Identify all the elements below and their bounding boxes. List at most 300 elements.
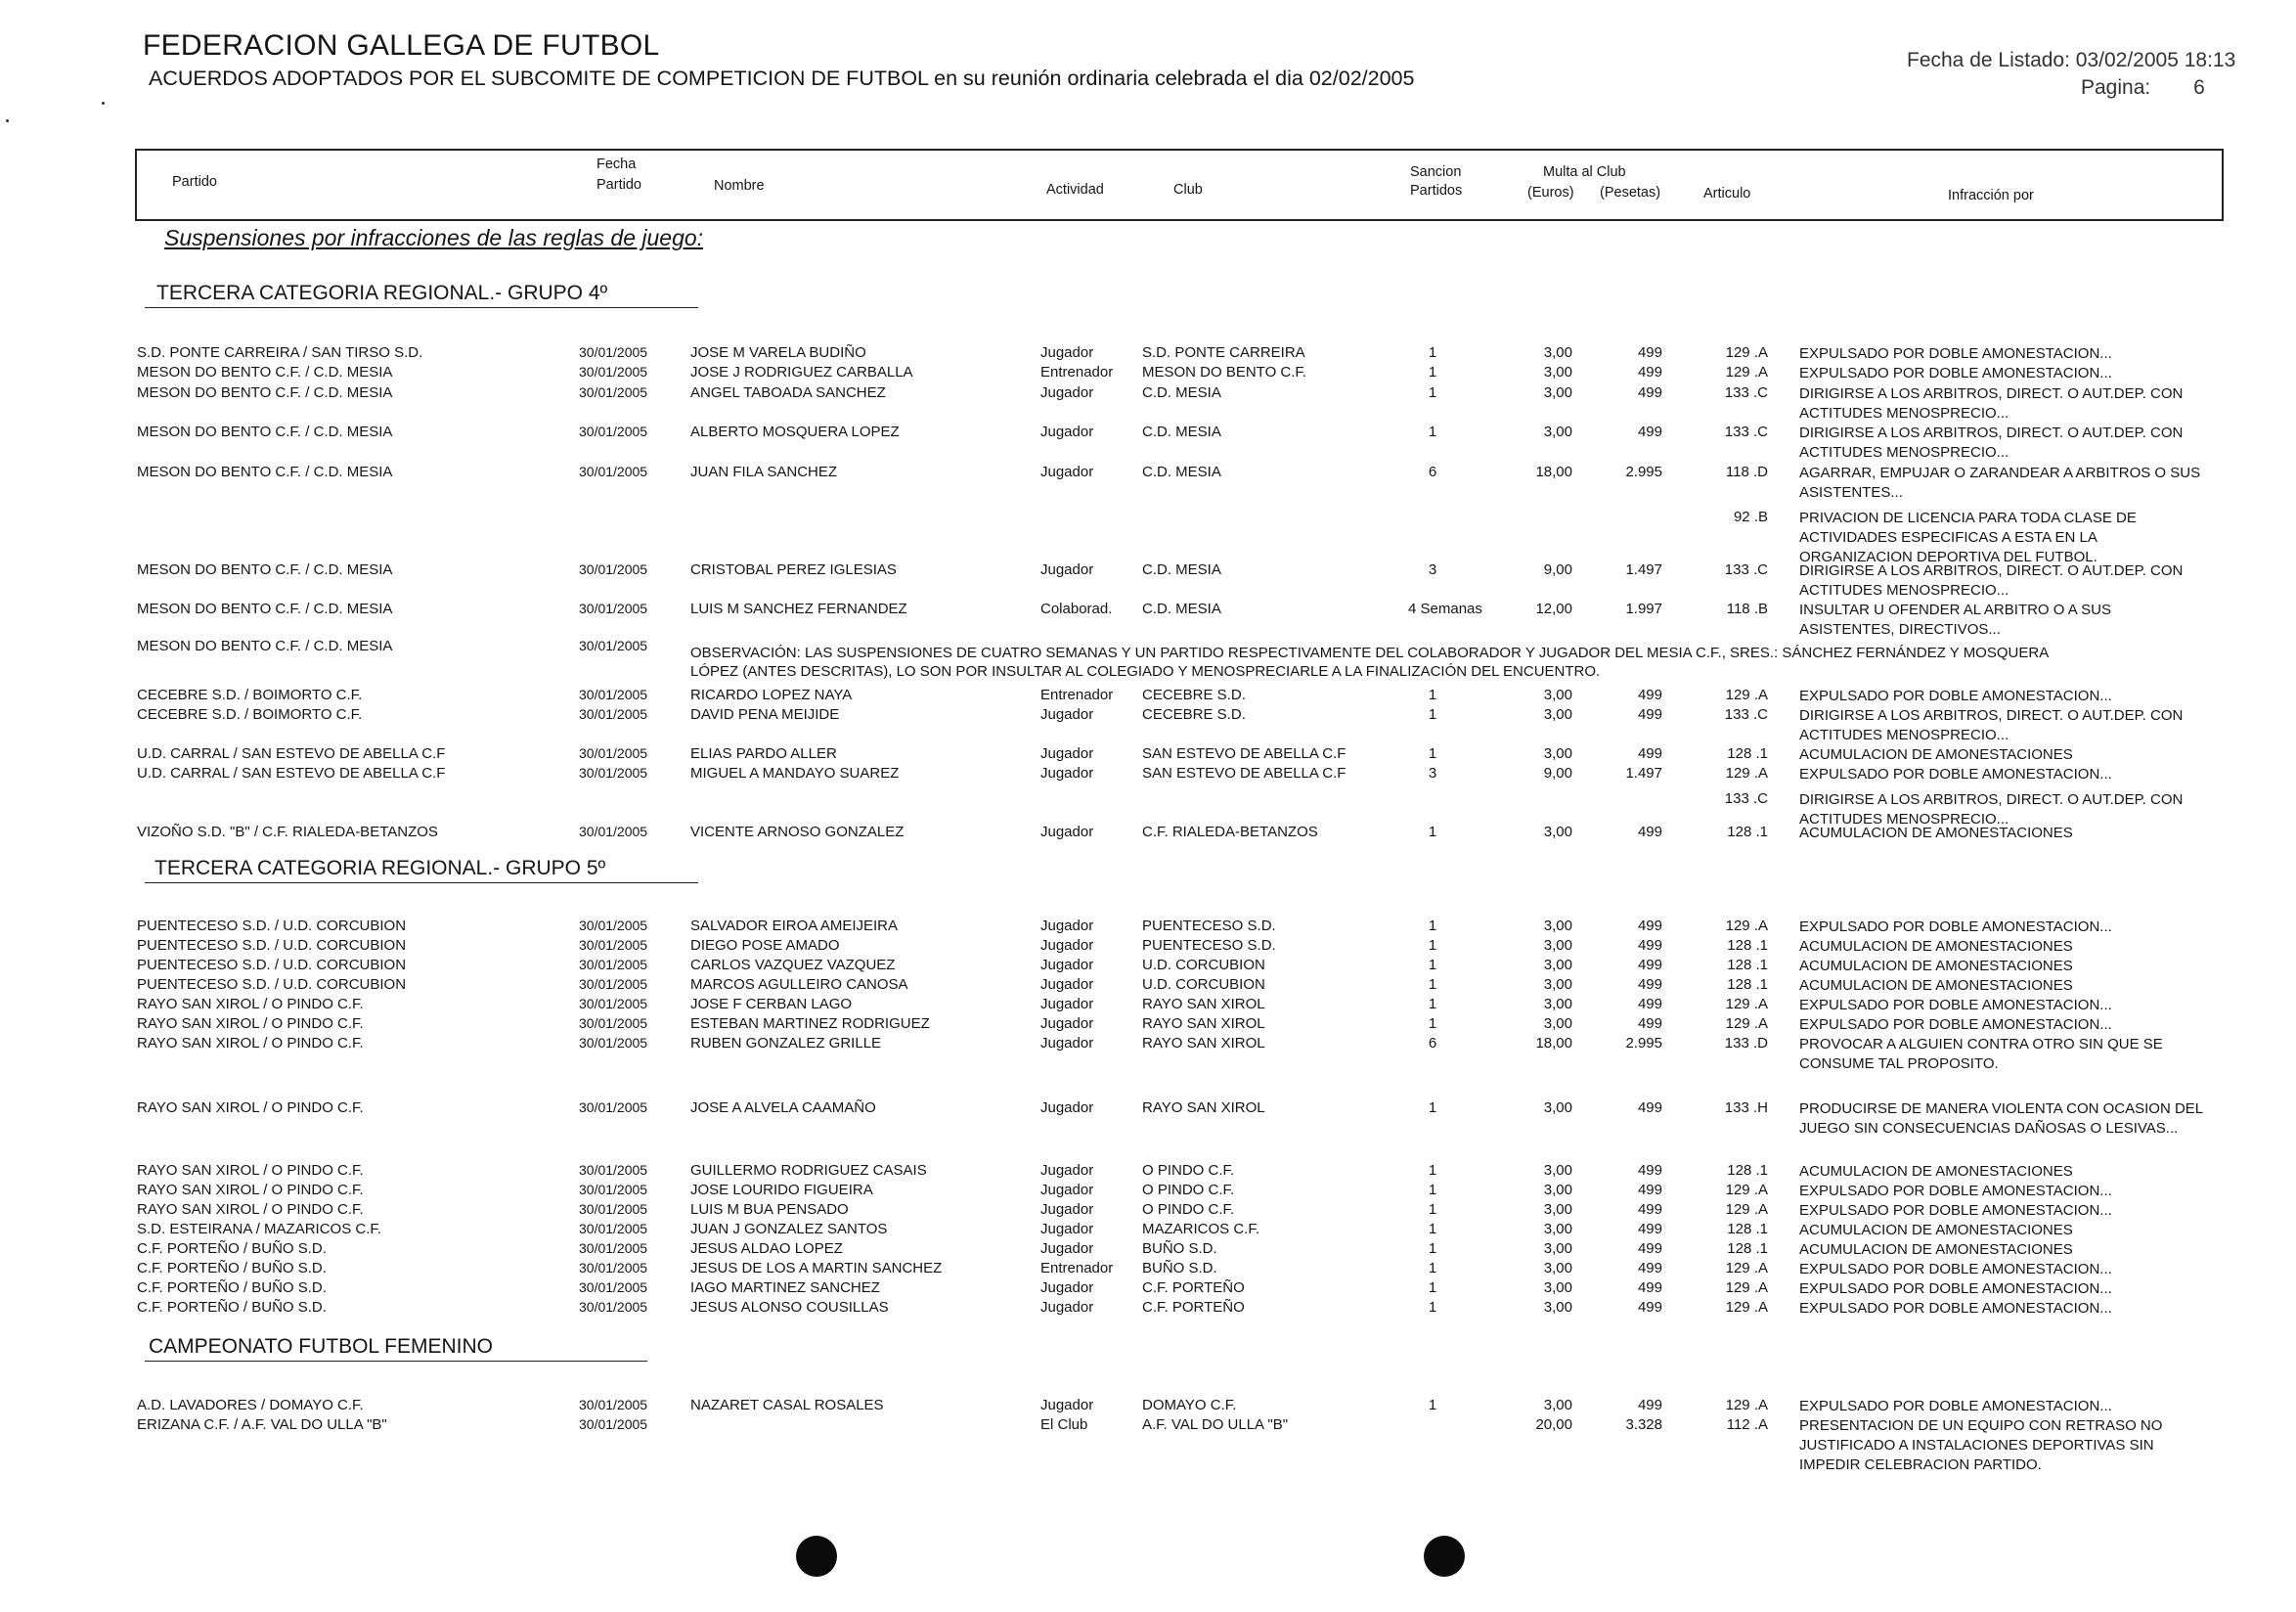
cell-fecha: 30/01/2005	[579, 824, 648, 839]
cell-partido: C.F. PORTEÑO / BUÑO S.D.	[137, 1240, 327, 1257]
cell-euros: 3,00	[1543, 976, 1572, 993]
cell-nombre: CRISTOBAL PEREZ IGLESIAS	[690, 561, 897, 578]
table-row	[0, 424, 2296, 461]
col-partido: Partido	[172, 174, 217, 190]
cell-euros: 18,00	[1535, 1035, 1572, 1052]
page-value: 6	[2193, 76, 2205, 99]
cell-euros: 3,00	[1543, 996, 1572, 1012]
cell-euros: 9,00	[1543, 561, 1572, 578]
cell-actividad: Jugador	[1040, 1162, 1094, 1179]
cell-club: C.D. MESIA	[1142, 561, 1221, 578]
cell-club: C.D. MESIA	[1142, 601, 1221, 617]
punch-hole	[796, 1536, 837, 1577]
cell-nombre: JUAN J GONZALEZ SANTOS	[690, 1221, 888, 1237]
table-row	[0, 1182, 2296, 1201]
cell-sancion: 1	[1428, 706, 1437, 723]
table-row	[0, 1299, 2296, 1319]
col-articulo: Articulo	[1703, 186, 1751, 202]
cell-sancion: 6	[1428, 464, 1437, 480]
cell-actividad: Jugador	[1040, 976, 1094, 993]
cell-fecha: 30/01/2005	[579, 1221, 648, 1236]
cell-sancion: 1	[1428, 364, 1437, 381]
cell-nombre: IAGO MARTINEZ SANCHEZ	[690, 1279, 880, 1296]
cell-partido: S.D. PONTE CARREIRA / SAN TIRSO S.D.	[137, 344, 423, 361]
col-euros: (Euros)	[1527, 185, 1574, 201]
cell-sancion: 1	[1428, 976, 1437, 993]
cell-partido: PUENTECESO S.D. / U.D. CORCUBION	[137, 918, 407, 934]
cell-euros: 3,00	[1543, 1397, 1572, 1413]
cell-euros: 12,00	[1535, 601, 1572, 617]
cell-fecha: 30/01/2005	[579, 996, 648, 1011]
cell-pesetas: 499	[1637, 937, 1662, 954]
cell-sancion: 1	[1428, 1299, 1437, 1316]
cell-actividad: Jugador	[1040, 996, 1094, 1012]
cell-partido: C.F. PORTEÑO / BUÑO S.D.	[137, 1299, 327, 1316]
cell-sancion: 1	[1428, 424, 1437, 440]
table-row	[0, 561, 2296, 599]
table-row	[0, 1279, 2296, 1299]
col-infraccion: Infracción por	[1948, 188, 2034, 203]
cell-infraccion: EXPULSADO POR DOBLE AMONESTACION...	[1799, 1280, 2112, 1297]
cell-articulo: 133 .C	[1724, 384, 1768, 401]
cell-actividad: Jugador	[1040, 745, 1094, 762]
cell-sancion: 1	[1428, 1099, 1437, 1116]
table-row	[0, 706, 2296, 743]
cell-club: O PINDO C.F.	[1142, 1162, 1235, 1179]
cell-infraccion: DIRIGIRSE A LOS ARBITROS, DIRECT. O AUT.DEP. CON ACTITUDES MENOSPRECIO...	[1799, 425, 2184, 461]
cell-sancion: 1	[1428, 1397, 1437, 1413]
cell-club: CECEBRE S.D.	[1142, 706, 1246, 723]
cell-nombre: DIEGO POSE AMADO	[690, 937, 840, 954]
cell-infraccion: EXPULSADO POR DOBLE AMONESTACION...	[1799, 1261, 2112, 1277]
cell-euros: 9,00	[1543, 765, 1572, 782]
cell-euros: 3,00	[1543, 1099, 1572, 1116]
cell-infraccion: EXPULSADO POR DOBLE AMONESTACION...	[1799, 1202, 2112, 1219]
cell-fecha: 30/01/2005	[579, 424, 648, 439]
cell-actividad: Entrenador	[1040, 1260, 1114, 1276]
cell-articulo: 118 .B	[1726, 601, 1768, 617]
cell-club: MESON DO BENTO C.F.	[1142, 364, 1307, 381]
cell-fecha: 30/01/2005	[579, 364, 648, 380]
cell-infraccion: ACUMULACION DE AMONESTACIONES	[1799, 825, 2073, 841]
cell-partido: PUENTECESO S.D. / U.D. CORCUBION	[137, 957, 407, 973]
cell-euros: 3,00	[1543, 918, 1572, 934]
table-row	[0, 790, 2296, 828]
cell-articulo: 128 .1	[1727, 937, 1768, 954]
obs-partido: MESON DO BENTO C.F. / C.D. MESIA	[137, 638, 393, 654]
cell-nombre: RUBEN GONZALEZ GRILLE	[690, 1035, 882, 1052]
cell-articulo: 133 .C	[1724, 561, 1768, 578]
cell-partido: S.D. ESTEIRANA / MAZARICOS C.F.	[137, 1221, 382, 1237]
cell-club: RAYO SAN XIROL	[1142, 1015, 1265, 1032]
cell-pesetas: 499	[1637, 687, 1662, 703]
cell-club: RAYO SAN XIROL	[1142, 1099, 1265, 1116]
cell-nombre: JESUS DE LOS A MARTIN SANCHEZ	[690, 1260, 943, 1276]
table-row	[0, 1099, 2296, 1137]
table-row	[0, 1397, 2296, 1416]
listing-date: Fecha de Listado: 03/02/2005 18:13	[1907, 49, 2236, 71]
cell-fecha: 30/01/2005	[579, 464, 648, 479]
table-row	[0, 1260, 2296, 1279]
cell-infraccion: ACUMULACION DE AMONESTACIONES	[1799, 1163, 2073, 1180]
cell-nombre: VICENTE ARNOSO GONZALEZ	[690, 824, 905, 840]
cell-club: C.D. MESIA	[1142, 384, 1221, 401]
cell-sancion: 1	[1428, 1221, 1437, 1237]
cell-articulo: 133 .C	[1724, 790, 1768, 807]
cell-articulo: 129 .A	[1725, 918, 1768, 934]
cell-articulo: 133 .H	[1724, 1099, 1768, 1116]
cell-articulo: 128 .1	[1727, 976, 1768, 993]
table-row	[0, 601, 2296, 638]
cell-euros: 3,00	[1543, 1182, 1572, 1198]
cell-sancion: 4 Semanas	[1408, 601, 1482, 617]
cell-club: U.D. CORCUBION	[1142, 957, 1265, 973]
cell-sancion: 1	[1428, 1201, 1437, 1218]
table-row	[0, 1162, 2296, 1182]
cell-pesetas: 499	[1637, 1240, 1662, 1257]
cell-pesetas: 499	[1637, 1099, 1662, 1116]
cell-fecha: 30/01/2005	[579, 601, 648, 616]
cell-club: C.F. RIALEDA-BETANZOS	[1142, 824, 1318, 840]
cell-actividad: Jugador	[1040, 1035, 1094, 1052]
cell-euros: 3,00	[1543, 1015, 1572, 1032]
cell-euros: 3,00	[1543, 1279, 1572, 1296]
cell-nombre: JOSE A ALVELA CAAMAÑO	[690, 1099, 876, 1116]
table-row	[0, 1201, 2296, 1221]
cell-pesetas: 499	[1637, 976, 1662, 993]
cell-infraccion: EXPULSADO POR DOBLE AMONESTACION...	[1799, 918, 2112, 935]
cell-articulo: 129 .A	[1725, 996, 1768, 1012]
cell-fecha: 30/01/2005	[579, 1299, 648, 1315]
cell-fecha: 30/01/2005	[579, 1260, 648, 1276]
cell-actividad: Jugador	[1040, 957, 1094, 973]
cell-articulo: 129 .A	[1725, 1182, 1768, 1198]
group-heading-femenino: CAMPEONATO FUTBOL FEMENINO	[149, 1335, 493, 1358]
column-header-box	[135, 149, 2224, 221]
cell-nombre: JESUS ALONSO COUSILLAS	[690, 1299, 889, 1316]
cell-infraccion: AGARRAR, EMPUJAR O ZARANDEAR A ARBITROS O SUS ASISTENTES...	[1799, 465, 2201, 501]
cell-infraccion: EXPULSADO POR DOBLE AMONESTACION...	[1799, 1016, 2112, 1033]
cell-articulo: 129 .A	[1725, 1279, 1768, 1296]
cell-actividad: Jugador	[1040, 918, 1094, 934]
cell-infraccion: EXPULSADO POR DOBLE AMONESTACION...	[1799, 1398, 2112, 1414]
group-underline	[145, 307, 698, 308]
cell-infraccion: ACUMULACION DE AMONESTACIONES	[1799, 977, 2073, 994]
cell-infraccion: EXPULSADO POR DOBLE AMONESTACION...	[1799, 365, 2112, 381]
cell-nombre: ESTEBAN MARTINEZ RODRIGUEZ	[690, 1015, 930, 1032]
cell-actividad: Jugador	[1040, 1240, 1094, 1257]
cell-articulo: 133 .C	[1724, 424, 1768, 440]
cell-fecha: 30/01/2005	[579, 344, 648, 360]
cell-actividad: Jugador	[1040, 824, 1094, 840]
cell-partido: MESON DO BENTO C.F. / C.D. MESIA	[137, 424, 393, 440]
cell-partido: VIZOÑO S.D. "B" / C.F. RIALEDA-BETANZOS	[137, 824, 438, 840]
cell-infraccion: ACUMULACION DE AMONESTACIONES	[1799, 746, 2073, 763]
cell-club: O PINDO C.F.	[1142, 1201, 1235, 1218]
cell-nombre: ELIAS PARDO ALLER	[690, 745, 837, 762]
cell-actividad: Jugador	[1040, 464, 1094, 480]
cell-articulo: 129 .A	[1725, 1299, 1768, 1316]
col-sancion-1: Sancion	[1410, 164, 1462, 180]
cell-partido: RAYO SAN XIROL / O PINDO C.F.	[137, 1182, 364, 1198]
cell-pesetas: 1.497	[1625, 561, 1662, 578]
cell-articulo: 92 .B	[1733, 509, 1768, 525]
cell-partido: C.F. PORTEÑO / BUÑO S.D.	[137, 1260, 327, 1276]
cell-club: RAYO SAN XIROL	[1142, 996, 1265, 1012]
cell-pesetas: 1.497	[1625, 765, 1662, 782]
cell-club: DOMAYO C.F.	[1142, 1397, 1237, 1413]
cell-sancion: 3	[1428, 765, 1437, 782]
cell-fecha: 30/01/2005	[579, 1201, 648, 1217]
table-row	[0, 344, 2296, 364]
cell-partido: PUENTECESO S.D. / U.D. CORCUBION	[137, 937, 407, 954]
cell-fecha: 30/01/2005	[579, 1015, 648, 1031]
cell-articulo: 129 .A	[1725, 1397, 1768, 1413]
cell-partido: A.D. LAVADORES / DOMAYO C.F.	[137, 1397, 364, 1413]
cell-actividad: Jugador	[1040, 561, 1094, 578]
table-row	[0, 1416, 2296, 1473]
cell-pesetas: 499	[1637, 1162, 1662, 1179]
col-fecha-1: Fecha	[596, 157, 637, 172]
cell-pesetas: 499	[1637, 344, 1662, 361]
cell-pesetas: 499	[1637, 1015, 1662, 1032]
cell-articulo: 112 .A	[1726, 1416, 1768, 1433]
cell-partido: MESON DO BENTO C.F. / C.D. MESIA	[137, 561, 393, 578]
document-subtitle: ACUERDOS ADOPTADOS POR EL SUBCOMITE DE COMPETICION DE FUTBOL en su reunión ordinaria celebrada el dia 02/02/2005	[149, 67, 1415, 90]
cell-actividad: Jugador	[1040, 706, 1094, 723]
cell-articulo: 133 .D	[1724, 1035, 1768, 1052]
cell-euros: 3,00	[1543, 424, 1572, 440]
cell-club: SAN ESTEVO DE ABELLA C.F	[1142, 745, 1347, 762]
cell-pesetas: 499	[1637, 1397, 1662, 1413]
cell-articulo: 129 .A	[1725, 687, 1768, 703]
cell-fecha: 30/01/2005	[579, 1035, 648, 1051]
scan-speck	[102, 102, 105, 105]
cell-actividad: Jugador	[1040, 384, 1094, 401]
cell-partido: CECEBRE S.D. / BOIMORTO C.F.	[137, 706, 363, 723]
table-row	[0, 1015, 2296, 1035]
table-row	[0, 1240, 2296, 1260]
table-row	[0, 1221, 2296, 1240]
table-row	[0, 1035, 2296, 1072]
cell-actividad: Jugador	[1040, 1279, 1094, 1296]
cell-actividad: Jugador	[1040, 1221, 1094, 1237]
cell-fecha: 30/01/2005	[579, 706, 648, 722]
cell-partido: RAYO SAN XIROL / O PINDO C.F.	[137, 1162, 364, 1179]
cell-sancion: 1	[1428, 745, 1437, 762]
cell-fecha: 30/01/2005	[579, 1240, 648, 1256]
cell-euros: 3,00	[1543, 1221, 1572, 1237]
cell-sancion: 1	[1428, 1279, 1437, 1296]
cell-club: RAYO SAN XIROL	[1142, 1035, 1265, 1052]
cell-articulo: 133 .C	[1724, 706, 1768, 723]
group-underline	[145, 1361, 647, 1362]
observation-line-1: OBSERVACIÓN: LAS SUSPENSIONES DE CUATRO SEMANAS Y UN PARTIDO RESPECTIVAMENTE DEL COLABORADOR Y JUGADOR DEL MESIA C.F., SRES.: SÁNCHEZ FERNÁNDEZ Y MOSQUERA	[690, 645, 2050, 661]
cell-fecha: 30/01/2005	[579, 937, 648, 953]
cell-partido: MESON DO BENTO C.F. / C.D. MESIA	[137, 384, 393, 401]
table-row	[0, 384, 2296, 422]
cell-articulo: 128 .1	[1727, 1221, 1768, 1237]
cell-actividad: Jugador	[1040, 1299, 1094, 1316]
cell-fecha: 30/01/2005	[579, 561, 648, 577]
cell-infraccion: PRODUCIRSE DE MANERA VIOLENTA CON OCASION DEL JUEGO SIN CONSECUENCIAS DAÑOSAS O LESIVAS...	[1799, 1100, 2204, 1137]
cell-infraccion: DIRIGIRSE A LOS ARBITROS, DIRECT. O AUT.DEP. CON ACTITUDES MENOSPRECIO...	[1799, 707, 2184, 743]
cell-nombre: NAZARET CASAL ROSALES	[690, 1397, 884, 1413]
cell-pesetas: 1.997	[1625, 601, 1662, 617]
cell-pesetas: 499	[1637, 1221, 1662, 1237]
cell-sancion: 6	[1428, 1035, 1437, 1052]
cell-sancion: 1	[1428, 1260, 1437, 1276]
cell-nombre: JOSE M VARELA BUDIÑO	[690, 344, 866, 361]
cell-euros: 3,00	[1543, 937, 1572, 954]
table-row	[0, 364, 2296, 383]
cell-infraccion: DIRIGIRSE A LOS ARBITROS, DIRECT. O AUT.DEP. CON ACTITUDES MENOSPRECIO...	[1799, 385, 2184, 422]
table-row	[0, 687, 2296, 706]
cell-infraccion: EXPULSADO POR DOBLE AMONESTACION...	[1799, 1300, 2112, 1317]
cell-sancion: 1	[1428, 824, 1437, 840]
cell-sancion: 1	[1428, 1162, 1437, 1179]
cell-partido: MESON DO BENTO C.F. / C.D. MESIA	[137, 364, 393, 381]
cell-partido: RAYO SAN XIROL / O PINDO C.F.	[137, 996, 364, 1012]
cell-infraccion: ACUMULACION DE AMONESTACIONES	[1799, 1241, 2073, 1258]
cell-partido: RAYO SAN XIROL / O PINDO C.F.	[137, 1201, 364, 1218]
cell-club: CECEBRE S.D.	[1142, 687, 1246, 703]
cell-pesetas: 499	[1637, 996, 1662, 1012]
cell-club: O PINDO C.F.	[1142, 1182, 1235, 1198]
cell-fecha: 30/01/2005	[579, 687, 648, 702]
cell-club: SAN ESTEVO DE ABELLA C.F	[1142, 765, 1347, 782]
cell-infraccion: DIRIGIRSE A LOS ARBITROS, DIRECT. O AUT.DEP. CON ACTITUDES MENOSPRECIO...	[1799, 562, 2184, 599]
cell-pesetas: 499	[1637, 918, 1662, 934]
cell-infraccion: PROVOCAR A ALGUIEN CONTRA OTRO SIN QUE SE CONSUME TAL PROPOSITO.	[1799, 1036, 2163, 1072]
cell-nombre: ANGEL TABOADA SANCHEZ	[690, 384, 886, 401]
cell-infraccion: EXPULSADO POR DOBLE AMONESTACION...	[1799, 766, 2112, 783]
cell-nombre: RICARDO LOPEZ NAYA	[690, 687, 853, 703]
cell-nombre: MIGUEL A MANDAYO SUAREZ	[690, 765, 900, 782]
cell-euros: 3,00	[1543, 1240, 1572, 1257]
cell-club: PUENTECESO S.D.	[1142, 918, 1276, 934]
cell-pesetas: 499	[1637, 424, 1662, 440]
cell-infraccion: DIRIGIRSE A LOS ARBITROS, DIRECT. O AUT.DEP. CON ACTITUDES MENOSPRECIO...	[1799, 791, 2184, 828]
cell-partido: C.F. PORTEÑO / BUÑO S.D.	[137, 1279, 327, 1296]
cell-fecha: 30/01/2005	[579, 1099, 648, 1115]
col-actividad: Actividad	[1046, 182, 1104, 198]
cell-club: S.D. PONTE CARREIRA	[1142, 344, 1305, 361]
cell-actividad: Jugador	[1040, 1182, 1094, 1198]
cell-fecha: 30/01/2005	[579, 1397, 648, 1412]
cell-articulo: 129 .A	[1725, 364, 1768, 381]
table-row	[0, 957, 2296, 976]
cell-nombre: ALBERTO MOSQUERA LOPEZ	[690, 424, 900, 440]
cell-partido: CECEBRE S.D. / BOIMORTO C.F.	[137, 687, 363, 703]
cell-sancion: 1	[1428, 1015, 1437, 1032]
cell-nombre: JOSE J RODRIGUEZ CARBALLA	[690, 364, 913, 381]
cell-pesetas: 2.995	[1625, 1035, 1662, 1052]
col-nombre: Nombre	[714, 178, 765, 194]
cell-pesetas: 499	[1637, 1260, 1662, 1276]
group-heading-4: TERCERA CATEGORIA REGIONAL.- GRUPO 4º	[156, 282, 608, 304]
cell-partido: RAYO SAN XIROL / O PINDO C.F.	[137, 1099, 364, 1116]
cell-club: MAZARICOS C.F.	[1142, 1221, 1260, 1237]
group-underline	[145, 882, 698, 883]
cell-partido: MESON DO BENTO C.F. / C.D. MESIA	[137, 601, 393, 617]
cell-articulo: 129 .A	[1725, 1201, 1768, 1218]
cell-sancion: 1	[1428, 344, 1437, 361]
cell-sancion: 1	[1428, 996, 1437, 1012]
cell-pesetas: 2.995	[1625, 464, 1662, 480]
cell-partido: U.D. CARRAL / SAN ESTEVO DE ABELLA C.F	[137, 765, 446, 782]
cell-fecha: 30/01/2005	[579, 1279, 648, 1295]
cell-nombre: JOSE F CERBAN LAGO	[690, 996, 853, 1012]
cell-pesetas: 499	[1637, 1201, 1662, 1218]
cell-fecha: 30/01/2005	[579, 918, 648, 933]
cell-euros: 20,00	[1535, 1416, 1572, 1433]
cell-infraccion: EXPULSADO POR DOBLE AMONESTACION...	[1799, 997, 2112, 1013]
cell-sancion: 3	[1428, 561, 1437, 578]
table-row	[0, 937, 2296, 957]
section-title: Suspensiones por infracciones de las reglas de juego:	[164, 225, 704, 250]
cell-club: A.F. VAL DO ULLA "B"	[1142, 1416, 1289, 1433]
table-row	[0, 765, 2296, 784]
cell-articulo: 128 .1	[1727, 1162, 1768, 1179]
cell-pesetas: 499	[1637, 364, 1662, 381]
cell-euros: 3,00	[1543, 364, 1572, 381]
cell-articulo: 129 .A	[1725, 765, 1768, 782]
col-multa: Multa al Club	[1543, 164, 1626, 180]
cell-sancion: 1	[1428, 1182, 1437, 1198]
cell-club: C.D. MESIA	[1142, 464, 1221, 480]
table-row	[0, 464, 2296, 501]
cell-sancion: 1	[1428, 384, 1437, 401]
cell-sancion: 1	[1428, 957, 1437, 973]
cell-actividad: Jugador	[1040, 937, 1094, 954]
cell-partido: MESON DO BENTO C.F. / C.D. MESIA	[137, 464, 393, 480]
cell-infraccion: EXPULSADO POR DOBLE AMONESTACION...	[1799, 345, 2112, 362]
cell-articulo: 118 .D	[1725, 464, 1768, 480]
table-row	[0, 824, 2296, 843]
cell-partido: PUENTECESO S.D. / U.D. CORCUBION	[137, 976, 407, 993]
cell-euros: 3,00	[1543, 344, 1572, 361]
cell-nombre: CARLOS VAZQUEZ VAZQUEZ	[690, 957, 896, 973]
cell-infraccion: PRIVACION DE LICENCIA PARA TODA CLASE DE ACTIVIDADES ESPECIFICAS A ESTA EN LA ORGANIZACION DEPORTIVA DEL FUTBOL.	[1799, 510, 2137, 565]
cell-articulo: 129 .A	[1725, 344, 1768, 361]
cell-nombre: LUIS M BUA PENSADO	[690, 1201, 849, 1218]
cell-nombre: JUAN FILA SANCHEZ	[690, 464, 838, 480]
table-row	[0, 745, 2296, 765]
punch-hole	[1424, 1536, 1465, 1577]
cell-pesetas: 499	[1637, 706, 1662, 723]
cell-articulo: 128 .1	[1727, 824, 1768, 840]
cell-euros: 3,00	[1543, 1201, 1572, 1218]
group-heading-5: TERCERA CATEGORIA REGIONAL.- GRUPO 5º	[155, 857, 606, 879]
cell-pesetas: 499	[1637, 957, 1662, 973]
cell-infraccion: EXPULSADO POR DOBLE AMONESTACION...	[1799, 688, 2112, 704]
cell-euros: 3,00	[1543, 1162, 1572, 1179]
table-row	[0, 918, 2296, 937]
table-row	[0, 996, 2296, 1015]
cell-fecha: 30/01/2005	[579, 957, 648, 972]
cell-articulo: 129 .A	[1725, 1015, 1768, 1032]
cell-euros: 3,00	[1543, 706, 1572, 723]
cell-infraccion: INSULTAR U OFENDER AL ARBITRO O A SUS ASISTENTES, DIRECTIVOS...	[1799, 602, 2111, 638]
cell-actividad: Jugador	[1040, 424, 1094, 440]
cell-articulo: 128 .1	[1727, 957, 1768, 973]
cell-fecha: 30/01/2005	[579, 976, 648, 992]
cell-infraccion: ACUMULACION DE AMONESTACIONES	[1799, 958, 2073, 974]
obs-fecha: 30/01/2005	[579, 638, 648, 653]
cell-actividad: Jugador	[1040, 1397, 1094, 1413]
cell-articulo: 128 .1	[1727, 1240, 1768, 1257]
